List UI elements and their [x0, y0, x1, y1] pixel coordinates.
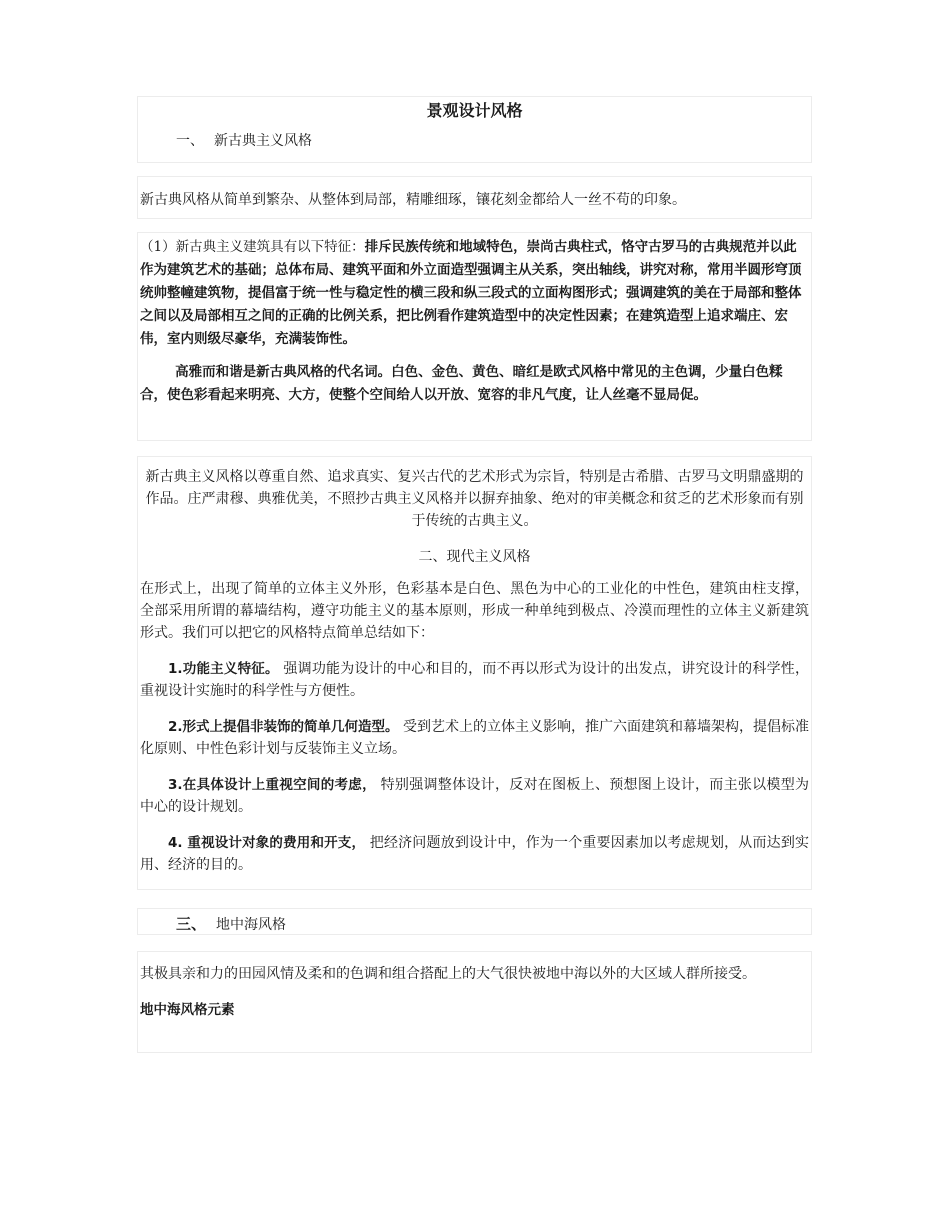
- mediterranean-heading-block: [137, 908, 812, 935]
- features-lead: （1）新古典主义建筑具有以下特征：: [140, 239, 365, 255]
- modernism-point-2: [138, 716, 811, 760]
- section-number: 三、: [176, 915, 207, 933]
- mediterranean-block: [137, 951, 812, 1053]
- neoclassical-summary: 新古典主义风格以尊重自然、追求真实、复兴古代的艺术形式为宗旨，特别是古希腊、古罗马文明鼎盛期的作品。庄严肃穆、典雅优美，不照抄古典主义风格并以摒弃抽象、绝对的审美概念和贫乏的艺术形象而有别于传统的古典主义。: [145, 469, 804, 529]
- neoclassical-colors: 高雅而和谐是新古典风格的代名词。白色、金色、黄色、暗红是欧式风格中常见的主色调，少量白色糅合，使色彩看起来明亮、大方，使整个空间给人以开放、宽容的非凡气度，让人丝毫不显局促。: [140, 364, 783, 403]
- neoclassical-intro-block: [137, 176, 812, 219]
- point-title: 2.形式上提倡非装饰的简单几何造型。: [168, 719, 399, 735]
- section-title: 地中海风格: [216, 917, 287, 933]
- modernism-block: [137, 456, 812, 890]
- page-title: 景观设计风格: [426, 101, 523, 120]
- modernism-intro: 在形式上，出现了简单的立体主义外形，色彩基本是白色、黑色为中心的工业化的中性色，建筑由柱支撑，全部采用所谓的幕墙结构，遵守功能主义的基本原则，形成一种单纯到极点、冷漠而理性的立体主义新建筑形式。我们可以把它的风格特点简单总结如下：: [140, 581, 809, 641]
- modernism-point-1: [138, 658, 811, 702]
- section-heading-mediterranean: [138, 914, 811, 935]
- neoclassical-features: [138, 236, 811, 351]
- section-number: 一、: [176, 133, 204, 149]
- features-text: 排斥民族传统和地域特色，崇尚古典柱式，恪守古罗马的古典规范并以此作为建筑艺术的基础；总体布局、建筑平面和外立面造型强调主从关系，突出轴线，讲究对称，常用半圆形穹顶统帅整幢建筑物，提倡富于统一性与稳定性的横三段和纵三段式的立面构图形式；强调建筑的美在于局部和整体之间以及局部相互之间的正确的比例关系，把比例看作建筑造型中的决定性因素；在建筑造型上追求端庄、宏伟，室内则级尽豪华，充满装饰性。: [140, 239, 802, 347]
- mediterranean-elements-heading: 地中海风格元素: [140, 1002, 235, 1018]
- neoclassical-features-block: [137, 232, 812, 441]
- point-title: 4. 重视设计对象的费用和开支，: [168, 835, 366, 851]
- mediterranean-intro: 其极具亲和力的田园风情及柔和的色调和组合搭配上的大气很快被地中海以外的大区域人群所接受。: [140, 966, 756, 982]
- point-text: 强调功能为设计的中心和目的，而不再以形式为设计的出发点，讲究设计的科学性，重视设计实施时的科学性与方便性。: [140, 661, 810, 699]
- point-text: 受到艺术上的立体主义影响，推广六面建筑和幕墙架构，提倡标准化原则、中性色彩计划与反装饰主义立场。: [140, 719, 809, 757]
- neoclassical-intro: 新古典风格从简单到繁杂、从整体到局部，精雕细琢，镶花刻金都给人一丝不苟的印象。: [140, 192, 686, 208]
- point-title: 3.在具体设计上重视空间的考虑，: [168, 777, 376, 793]
- section-title: 新古典主义风格: [214, 133, 312, 149]
- point-text: 特别强调整体设计，反对在图板上、预想图上设计，而主张以模型为中心的设计规划。: [140, 777, 810, 815]
- section-heading-modernism: 二、现代主义风格: [418, 549, 531, 565]
- point-text: 把经济问题放到设计中，作为一个重要因素加以考虑规划，从而达到实用、经济的目的。: [140, 835, 809, 873]
- section-heading-neoclassical: [138, 131, 811, 151]
- point-title: 1.功能主义特征。: [168, 661, 279, 677]
- modernism-point-3: [138, 774, 811, 818]
- modernism-point-4: [138, 832, 811, 876]
- title-block: [137, 96, 812, 163]
